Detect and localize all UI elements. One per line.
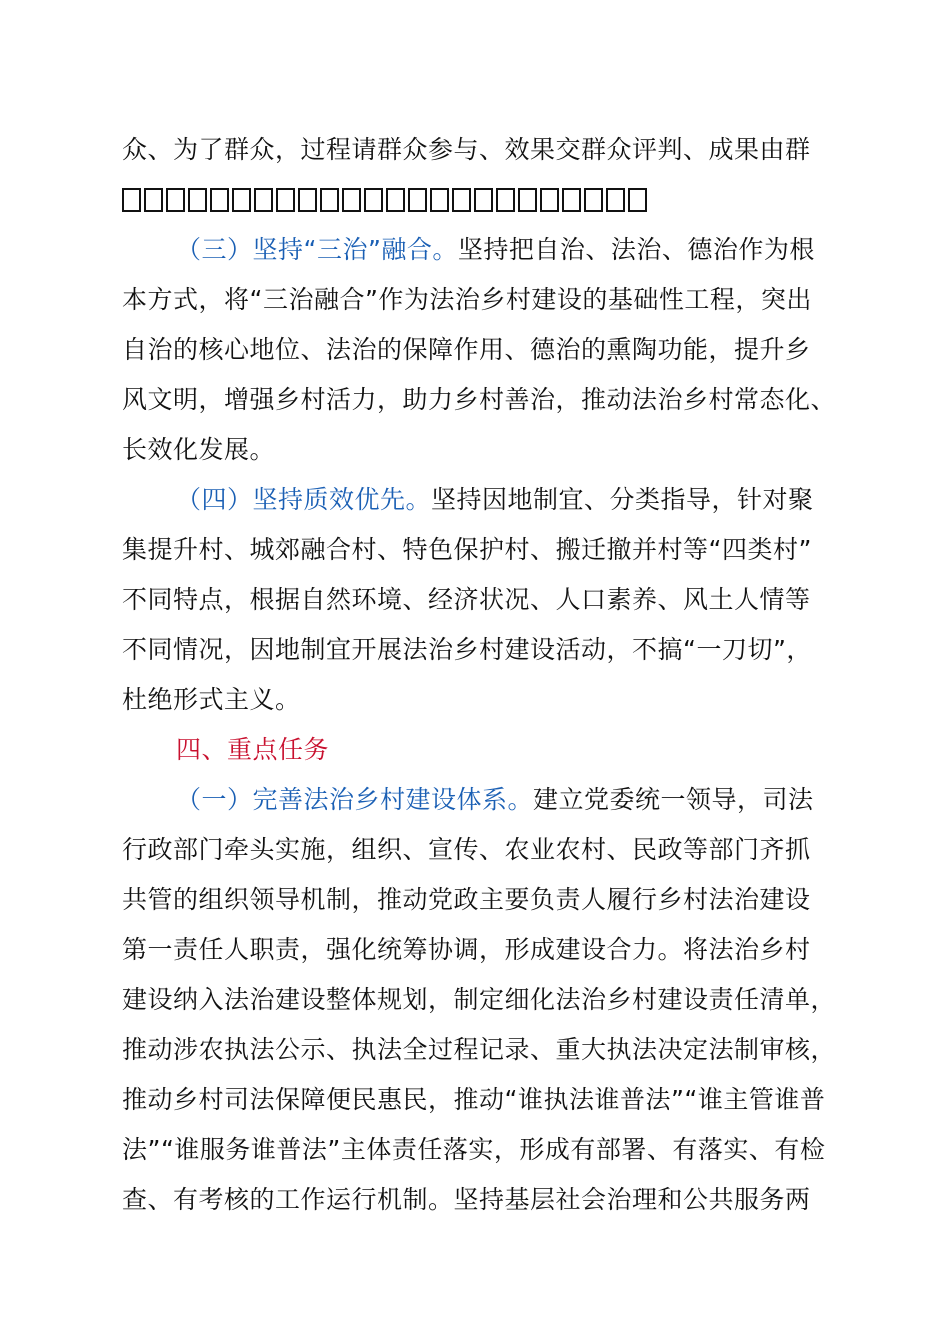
unrendered-glyph-box bbox=[606, 188, 625, 212]
paragraph-4-text: 坚持因地制宜、分类指导，针对聚 bbox=[431, 485, 814, 514]
unrendered-glyph-box bbox=[122, 188, 141, 212]
unrendered-glyph-box bbox=[386, 188, 405, 212]
unrendered-glyph-box bbox=[188, 188, 207, 212]
text-line: 不同情况，因地制宜开展法治乡村建设活动，不搞“一刀切”， bbox=[122, 635, 812, 664]
unrendered-glyph-box bbox=[562, 188, 581, 212]
unrendered-glyph-box bbox=[430, 188, 449, 212]
text-line: 风文明，增强乡村活力，助力乡村善治，推动法治乡村常态化、 bbox=[122, 385, 837, 414]
section-heading: 四、重点任务 bbox=[176, 735, 330, 764]
subsection-1-heading: （一）完善法治乡村建设体系。 bbox=[176, 785, 534, 814]
text-line: 自治的核心地位、法治的保障作用、德治的熏陶功能，提升乡 bbox=[122, 335, 811, 364]
text-line: 长效化发展。 bbox=[122, 435, 276, 464]
text-line: 杜绝形式主义。 bbox=[122, 685, 301, 714]
text-line: 建设纳入法治建设整体规划，制定细化法治乡村建设责任清单， bbox=[122, 985, 837, 1014]
unrendered-glyph-box bbox=[232, 188, 251, 212]
unrendered-glyph-box bbox=[364, 188, 383, 212]
unrendered-glyph-line bbox=[122, 180, 647, 220]
unrendered-glyph-box bbox=[298, 188, 317, 212]
unrendered-glyph-box bbox=[320, 188, 339, 212]
text-line: 集提升村、城郊融合村、特色保护村、搬迁撤并村等“四类村” bbox=[122, 535, 812, 564]
unrendered-glyph-box bbox=[408, 188, 427, 212]
paragraph-3-heading: （三）坚持“三治”融合。 bbox=[176, 235, 458, 264]
text-line: 共管的组织领导机制，推动党政主要负责人履行乡村法治建设 bbox=[122, 885, 811, 914]
text-line: 查、有考核的工作运行机制。坚持基层社会治理和公共服务两 bbox=[122, 1185, 811, 1214]
text-line: 不同特点，根据自然环境、经济状况、人口素养、风土人情等 bbox=[122, 585, 811, 614]
unrendered-glyph-box bbox=[540, 188, 559, 212]
unrendered-glyph-box bbox=[210, 188, 229, 212]
text-line: 众、为了群众，过程请群众参与、效果交群众评判、成果由群 bbox=[122, 135, 811, 164]
paragraph-3-text: 坚持把自治、法治、德治作为根 bbox=[457, 235, 815, 264]
unrendered-glyph-box bbox=[496, 188, 515, 212]
text-line: 行政部门牵头实施，组织、宣传、农业农村、民政等部门齐抓 bbox=[122, 835, 811, 864]
unrendered-glyph-box bbox=[276, 188, 295, 212]
text-line: 本方式，将“三治融合”作为法治乡村建设的基础性工程，突出 bbox=[122, 285, 812, 314]
paragraph-4-line bbox=[176, 480, 814, 520]
unrendered-glyph-box bbox=[584, 188, 603, 212]
unrendered-glyph-box bbox=[452, 188, 471, 212]
text-line: 第一责任人职责，强化统筹协调，形成建设合力。将法治乡村 bbox=[122, 935, 811, 964]
unrendered-glyph-box bbox=[628, 188, 647, 212]
unrendered-glyph-box bbox=[474, 188, 493, 212]
unrendered-glyph-box bbox=[144, 188, 163, 212]
unrendered-glyph-box bbox=[342, 188, 361, 212]
text-line: 法”“谁服务谁普法”主体责任落实，形成有部署、有落实、有检 bbox=[122, 1135, 826, 1164]
unrendered-glyph-box bbox=[254, 188, 273, 212]
text-line: 推动涉农执法公示、执法全过程记录、重大执法决定法制审核， bbox=[122, 1035, 837, 1064]
text-line: 推动乡村司法保障便民惠民，推动“谁执法谁普法”“谁主管谁普 bbox=[122, 1085, 826, 1114]
unrendered-glyph-box bbox=[166, 188, 185, 212]
subsection-1-line bbox=[176, 780, 814, 820]
paragraph-3-line bbox=[176, 230, 815, 270]
paragraph-4-heading: （四）坚持质效优先。 bbox=[176, 485, 432, 514]
subsection-1-text: 建立党委统一领导，司法 bbox=[533, 785, 814, 814]
unrendered-glyph-box bbox=[518, 188, 537, 212]
